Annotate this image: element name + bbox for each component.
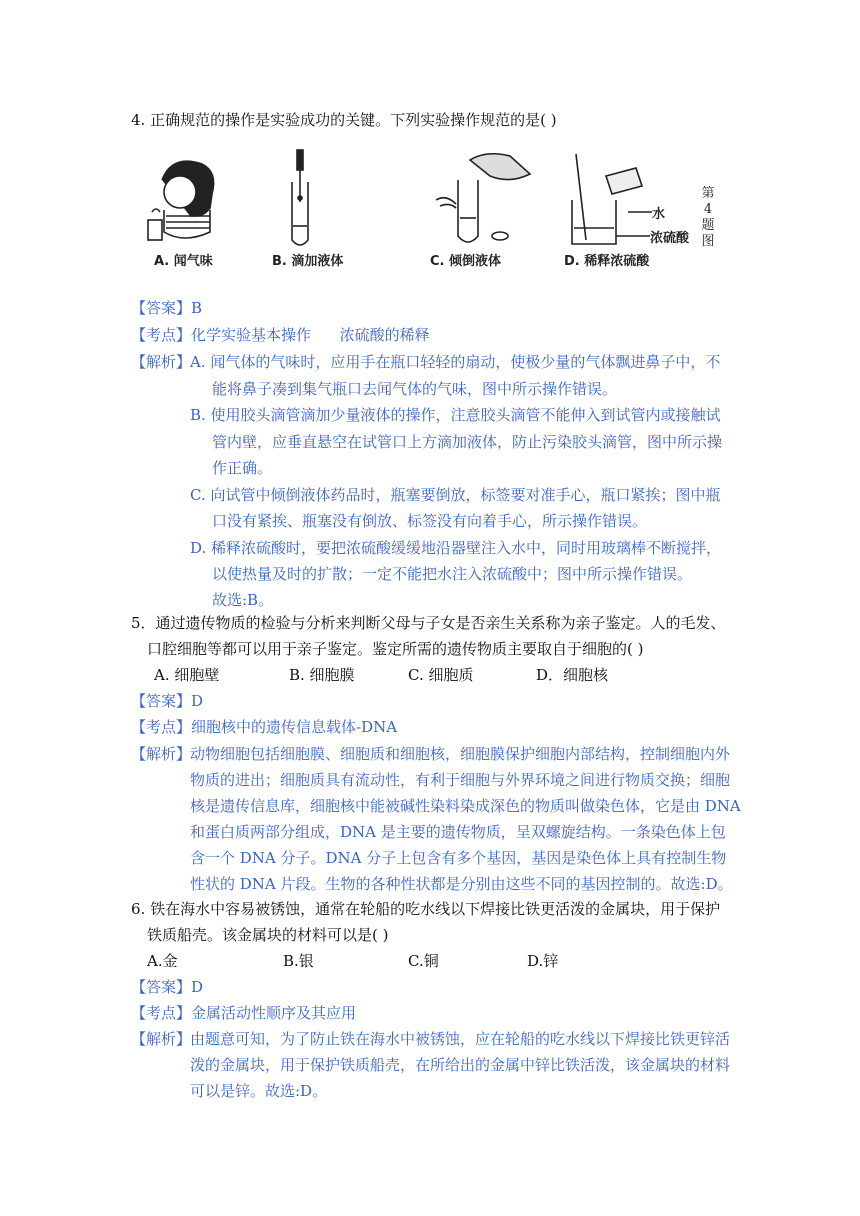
q4-kaodian (131, 325, 430, 345)
smelling-illustration (148, 161, 214, 240)
answer-value: D (191, 978, 204, 996)
pouring-illustration (436, 154, 530, 242)
q6-stem-line: 铁质船壳。该金属块的材料可以是( ) (147, 926, 389, 944)
kaodian-value: 金属活动性顺序及其应用 (191, 1004, 357, 1022)
answer-tag: 【答案】 (131, 299, 192, 317)
q4-jiexi-line: 故选:B。 (212, 591, 274, 609)
q5-stem-line: 口腔细胞等都可以用于亲子鉴定。鉴定所需的遗传物质主要取自于细胞的( ) (147, 640, 644, 658)
q5-jiexi-line: 和蛋白质两部分组成，DNA 是主要的遗传物质，呈双螺旋结构。一条染色体上包 (190, 823, 726, 841)
q6-jiexi-line: 可以是锌。故选:D。 (190, 1082, 328, 1100)
kaodian-tag: 【考点】 (131, 1004, 192, 1022)
kaodian-tag: 【考点】 (131, 718, 192, 736)
side-char-1: 第 (701, 186, 715, 201)
q6-jiexi-line: 由题意可知，为了防止铁在海水中被锈蚀，应在轮船的吃水线以下焊接比铁更锌活 (190, 1030, 731, 1048)
q5-option-a: A. 细胞壁 (154, 666, 220, 684)
q5-option-b: B. 细胞膜 (289, 666, 355, 684)
q5-jiexi-line: 动物细胞包括细胞膜、细胞质和细胞核，细胞膜保护细胞内部结构，控制细胞内外 (190, 745, 731, 763)
q4-jiexi-line: 管内壁，应垂直悬空在试管口上方滴加液体，防止污染胶头滴管，图中所示操 (212, 433, 723, 451)
kaodian-tag: 【考点】 (131, 326, 192, 344)
q4-jiexi-line: 能将鼻子凑到集气瓶口去闻气体的气味，图中所示操作错误。 (212, 380, 618, 398)
side-char-3: 题 (701, 218, 715, 233)
q5-kaodian (131, 717, 397, 737)
dropper-illustration (292, 150, 308, 245)
answer-tag: 【答案】 (131, 692, 192, 710)
q5-jiexi-line: 核是遗传信息库，细胞核中能被碱性染料染成深色的物质叫做染色体，它是由 DNA (190, 797, 741, 815)
q5-option-d: D．细胞核 (536, 666, 609, 684)
q4-answer (131, 298, 202, 318)
side-char-2: 4 (703, 202, 713, 217)
q4-stem: 4. 正确规范的操作是实验成功的关键。下列实验操作规范的是( ) (131, 111, 557, 129)
label-sulfuric-acid: 浓硫酸 (650, 231, 690, 246)
q6-answer (131, 977, 203, 997)
q5-answer (131, 691, 203, 711)
q4-jiexi-line: D. 稀释浓硫酸时，要把浓硫酸缓缓地沿器壁注入水中，同时用玻璃棒不断搅拌， (190, 539, 722, 557)
q4-jiexi-line: A. 闻气体的气味时，应用手在瓶口轻轻的扇动，使极少量的气体飘进鼻子中，不 (190, 353, 721, 371)
q5-stem-line: 5．通过遗传物质的检验与分析来判断父母与子女是否亲生关系称为亲子鉴定。人的毛发、 (131, 614, 726, 632)
q4-jiexi-line: B. 使用胶头滴管滴加少量液体的操作，注意胶头滴管不能伸入到试管内或接触试 (190, 406, 721, 424)
q6-option-c: C.铜 (408, 952, 439, 970)
q5-jiexi-line: 性状的 DNA 片段。生物的各种性状都是分别由这些不同的基因控制的。故选:D。 (190, 875, 733, 893)
q4-jiexi-line: 以使热量及时的扩散；一定不能把水注入浓硫酸中；图中所示操作错误。 (212, 565, 693, 583)
q4-jiexi-line: 作正确。 (212, 459, 273, 477)
q4-jiexi-line: 口没有紧挨、瓶塞没有倒放、标签没有向着手心，所示操作错误。 (212, 512, 648, 530)
q6-jiexi-line: 泼的金属块，用于保护铁质船壳，在所给出的金属中锌比铁活泼，该金属块的材料 (190, 1056, 731, 1074)
caption-b: B. 滴加液体 (272, 254, 344, 269)
q5-jiexi-tag: 【解析】 (131, 745, 192, 763)
q6-option-d: D.锌 (527, 952, 559, 970)
answer-tag: 【答案】 (131, 978, 192, 996)
q6-stem-line: 6. 铁在海水中容易被锈蚀，通常在轮船的吃水线以下焊接比铁更活泼的金属块，用于保护 (131, 900, 721, 918)
figure-side-label (700, 186, 716, 250)
q4-jiexi-line: C. 向试管中倾倒液体药品时，瓶塞要倒放，标签要对准手心，瓶口紧挨；图中瓶 (190, 486, 721, 504)
q5-jiexi-line: 物质的进出；细胞质具有流动性，有利于细胞与外界环境之间进行物质交换；细胞 (190, 771, 731, 789)
q5-jiexi-line: 含一个 DNA 分子。DNA 分子上包含有多个基因，基因是染色体上具有控制生物 (190, 849, 727, 867)
q6-option-b: B.银 (283, 952, 314, 970)
answer-value: B (191, 299, 203, 317)
q6-kaodian (131, 1003, 356, 1023)
q6-option-a: A.金 (147, 952, 178, 970)
side-char-4: 图 (701, 234, 715, 249)
caption-a: A. 闻气味 (154, 254, 213, 269)
q4-jiexi-tag: 【解析】 (131, 353, 192, 371)
q4-figure (140, 140, 720, 280)
answer-value: D (191, 692, 204, 710)
label-water: 水 (652, 207, 666, 222)
caption-c: C. 倾倒液体 (430, 254, 502, 269)
kaodian-value: 细胞核中的遗传信息载体-DNA (191, 718, 398, 736)
kaodian-value: 化学实验基本操作 浓硫酸的稀释 (191, 326, 430, 344)
diluting-illustration (572, 154, 652, 244)
q5-option-c: C. 细胞质 (408, 666, 474, 684)
q6-jiexi-tag: 【解析】 (131, 1030, 192, 1048)
caption-d: D. 稀释浓硫酸 (564, 254, 650, 269)
